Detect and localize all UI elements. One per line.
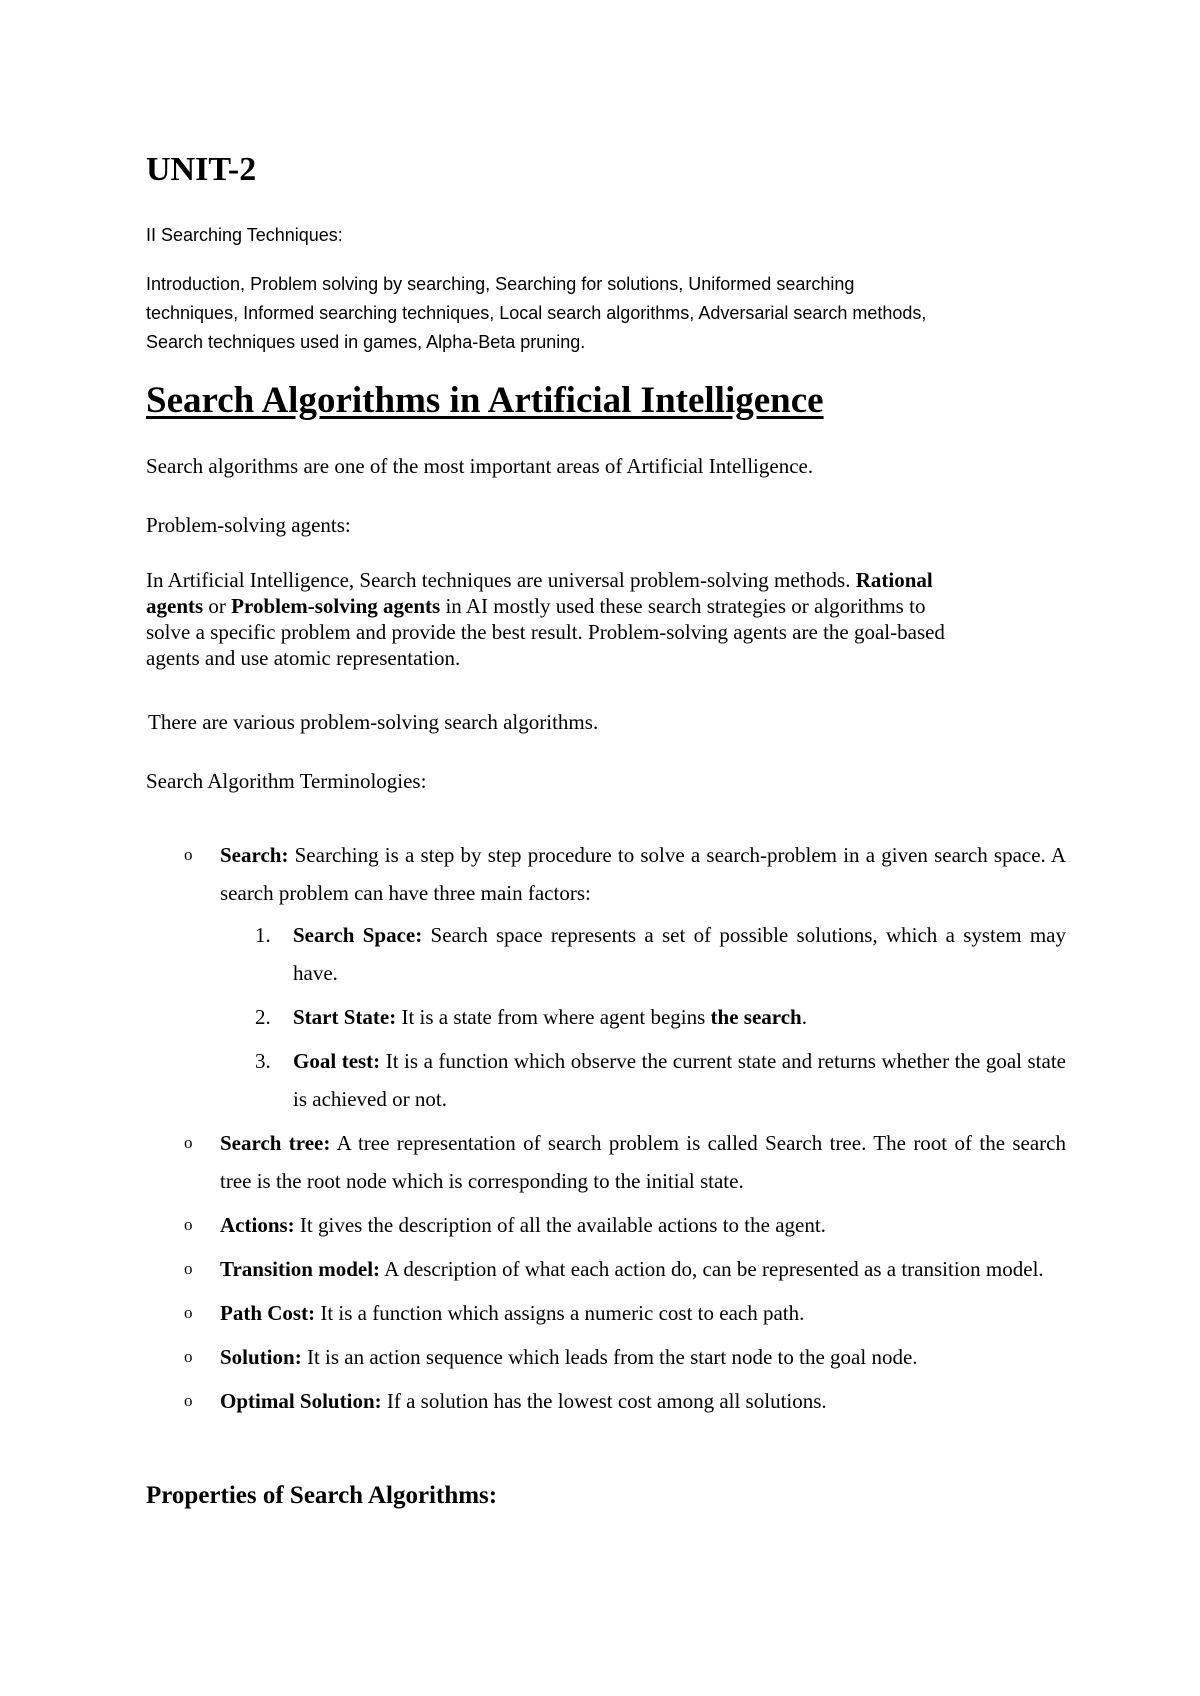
psa-line: agents and use atomic representation.: [146, 646, 461, 670]
factor-description: It is a function which observe the current state and returns whether the goal state is achieved or not.: [293, 1049, 1066, 1111]
unit-topics: [146, 270, 1076, 357]
term-description: If a solution has the lowest cost among all solutions.: [381, 1389, 827, 1413]
term-description: A description of what each action do, can be represented as a transition model.: [380, 1257, 1044, 1281]
psa-text: In Artificial Intelligence, Search techniques are universal problem-solving methods.: [146, 568, 856, 592]
term-label: Optimal Solution:: [220, 1389, 382, 1413]
terminology-label: Search Algorithm Terminologies:: [146, 769, 427, 793]
factor-bold-text: the search: [710, 1005, 802, 1029]
topics-line: Search techniques used in games, Alpha-Beta pruning.: [146, 332, 586, 352]
term-label: Transition model:: [220, 1257, 381, 1281]
term-item-transition-model: [146, 1250, 1066, 1288]
topics-line: Introduction, Problem solving by searching, Searching for solutions, Uniformed searching: [146, 274, 855, 294]
term-description: It is an action sequence which leads from the start node to the goal node.: [301, 1345, 918, 1369]
psa-paragraph: [146, 567, 1076, 671]
psa-text: or: [203, 594, 232, 618]
term-item-solution: [146, 1338, 1066, 1376]
bullet-marker: o: [184, 1391, 193, 1410]
psa-line: [146, 593, 1076, 619]
psa-bold-term: Rational: [855, 568, 933, 592]
main-heading: Search Algorithms in Artificial Intelligence: [146, 380, 824, 421]
factor-item: [220, 998, 1066, 1036]
term-item-optimal-solution: [146, 1382, 1066, 1420]
factor-tail: .: [801, 1005, 807, 1029]
factor-item: [220, 1042, 1066, 1118]
factor-item: [220, 916, 1066, 992]
psa-text: in AI mostly used these search strategies or algorithms to: [440, 594, 926, 618]
unit-title: UNIT-2: [146, 151, 257, 188]
unit-subtitle: II Searching Techniques:: [146, 225, 343, 245]
bullet-marker: o: [184, 1133, 193, 1152]
bullet-marker: o: [184, 1347, 193, 1366]
psa-bold-term: agents: [146, 594, 204, 618]
bullet-marker: o: [184, 1215, 193, 1234]
term-label: Search:: [220, 843, 289, 867]
factor-description: It is a state from where agent begins: [396, 1005, 711, 1029]
psa-line: [146, 567, 1076, 593]
term-description: It is a function which assigns a numeric cost to each path.: [315, 1301, 805, 1325]
term-text: [220, 836, 1066, 912]
properties-heading: Properties of Search Algorithms:: [146, 1482, 498, 1509]
bullet-marker: o: [184, 845, 193, 864]
terminology-list: [146, 836, 1066, 1426]
factor-number: 2.: [255, 1005, 271, 1029]
factor-description: Search space represents a set of possible solutions, which a system may have.: [293, 923, 1067, 985]
psa-line: solve a specific problem and provide the best result. Problem-solving agents are the goal-based: [146, 620, 945, 644]
factor-number: 3.: [255, 1049, 271, 1073]
psa-label: Problem-solving agents:: [146, 513, 351, 537]
term-item-search-tree: [146, 1124, 1066, 1200]
term-label: Solution:: [220, 1345, 302, 1369]
term-item-search: [146, 836, 1066, 1118]
term-label: Actions:: [220, 1213, 295, 1237]
factor-label: Start State:: [293, 1005, 397, 1029]
term-description: A tree representation of search problem is called Search tree. The root of the search tree is the root node which is corresponding to the initial state.: [220, 1131, 1066, 1193]
factor-label: Search Space:: [293, 923, 423, 947]
factor-label: Goal test:: [293, 1049, 381, 1073]
term-item-path-cost: [146, 1294, 1066, 1332]
search-factors-list: [220, 916, 1066, 1118]
intro-paragraph: Search algorithms are one of the most important areas of Artificial Intelligence.: [146, 454, 814, 478]
factor-number: 1.: [255, 923, 271, 947]
various-paragraph: There are various problem-solving search algorithms.: [148, 710, 599, 734]
term-description: It gives the description of all the available actions to the agent.: [294, 1213, 826, 1237]
bullet-marker: o: [184, 1259, 193, 1278]
topics-line: techniques, Informed searching techniques, Local search algorithms, Adversarial search methods,: [146, 303, 927, 323]
term-item-actions: [146, 1206, 1066, 1244]
bullet-marker: o: [184, 1303, 193, 1322]
term-label: Search tree:: [220, 1131, 331, 1155]
psa-bold-term: Problem-solving agents: [231, 594, 441, 618]
term-label: Path Cost:: [220, 1301, 316, 1325]
term-description: Searching is a step by step procedure to solve a search-problem in a given search space. A search problem can have three main factors:: [220, 843, 1066, 905]
